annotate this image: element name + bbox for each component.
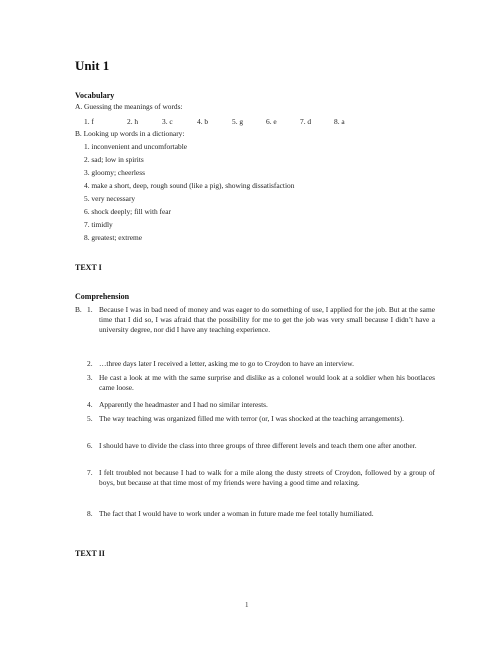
section-b-title: B. Looking up words in a dictionary: bbox=[75, 129, 185, 138]
answer-3: 3. c bbox=[162, 117, 173, 126]
answer-5: 5. g bbox=[232, 117, 244, 126]
answer-2: 2. h bbox=[127, 117, 139, 126]
definition-1: 1. inconvenient and uncomfortable bbox=[84, 142, 188, 151]
comprehension-label: B. bbox=[75, 305, 82, 314]
answer-4: 4. b bbox=[197, 117, 209, 126]
item-number: 2. bbox=[87, 359, 93, 368]
answer-1: 1. f bbox=[84, 117, 94, 126]
answer-6: 6. e bbox=[266, 117, 277, 126]
section-a-title: A. Guessing the meanings of words: bbox=[75, 102, 183, 111]
item-text: The way teaching was organized filled me with terror (or, I was shocked at the teaching arrangements). bbox=[99, 414, 404, 423]
item-number: 1. bbox=[87, 305, 93, 314]
item-text: …three days later I received a letter, asking me to go to Croydon to have an interview. bbox=[99, 359, 354, 368]
comprehension-heading: Comprehension bbox=[75, 292, 130, 301]
item-text: I felt troubled not because I had to walk for a mile along the dusty streets of Croydon, followed by a group of boys, but because at that time most of my friends were having a good time and relaxing. bbox=[99, 468, 435, 487]
page-number: 1 bbox=[245, 601, 249, 609]
item-text: I should have to divide the class into three groups of three different levels and teach them one after another. bbox=[99, 441, 417, 450]
answer-7: 7. d bbox=[300, 117, 312, 126]
definition-6: 6. shock deeply; fill with fear bbox=[84, 207, 172, 216]
item-number: 4. bbox=[87, 400, 93, 409]
definition-7: 7. timidly bbox=[84, 220, 113, 229]
item-text: Because I was in bad need of money and was eager to do something of use, I applied for the job. But at the same time that I did so, I was afraid that the possibility for me to get the job was very small because I didn’t have a university degree, nor did I have any teaching experience. bbox=[99, 305, 435, 334]
definition-8: 8. greatest; extreme bbox=[84, 233, 143, 242]
item-number: 7. bbox=[87, 468, 93, 477]
text1-heading: TEXT I bbox=[75, 263, 102, 272]
vocabulary-heading: Vocabulary bbox=[75, 91, 115, 100]
text2-heading: TEXT II bbox=[75, 549, 105, 558]
definition-2: 2. sad; low in spirits bbox=[84, 155, 144, 164]
unit-title: Unit 1 bbox=[75, 58, 110, 73]
definition-4: 4. make a short, deep, rough sound (like a pig), showing dissatisfaction bbox=[84, 181, 295, 190]
item-text: The fact that I would have to work under a woman in future made me feel totally humiliated. bbox=[99, 509, 374, 518]
item-number: 8. bbox=[87, 509, 93, 518]
item-text: He cast a look at me with the same surprise and dislike as a colonel would look at a soldier when his bootlaces came loose. bbox=[99, 373, 435, 392]
item-number: 3. bbox=[87, 373, 93, 382]
item-number: 6. bbox=[87, 441, 93, 450]
answer-8: 8. a bbox=[334, 117, 345, 126]
definition-5: 5. very necessary bbox=[84, 194, 136, 203]
definition-3: 3. gloomy; cheerless bbox=[84, 168, 145, 177]
item-text: Apparently the headmaster and I had no similar interests. bbox=[99, 400, 268, 409]
item-number: 5. bbox=[87, 414, 93, 423]
